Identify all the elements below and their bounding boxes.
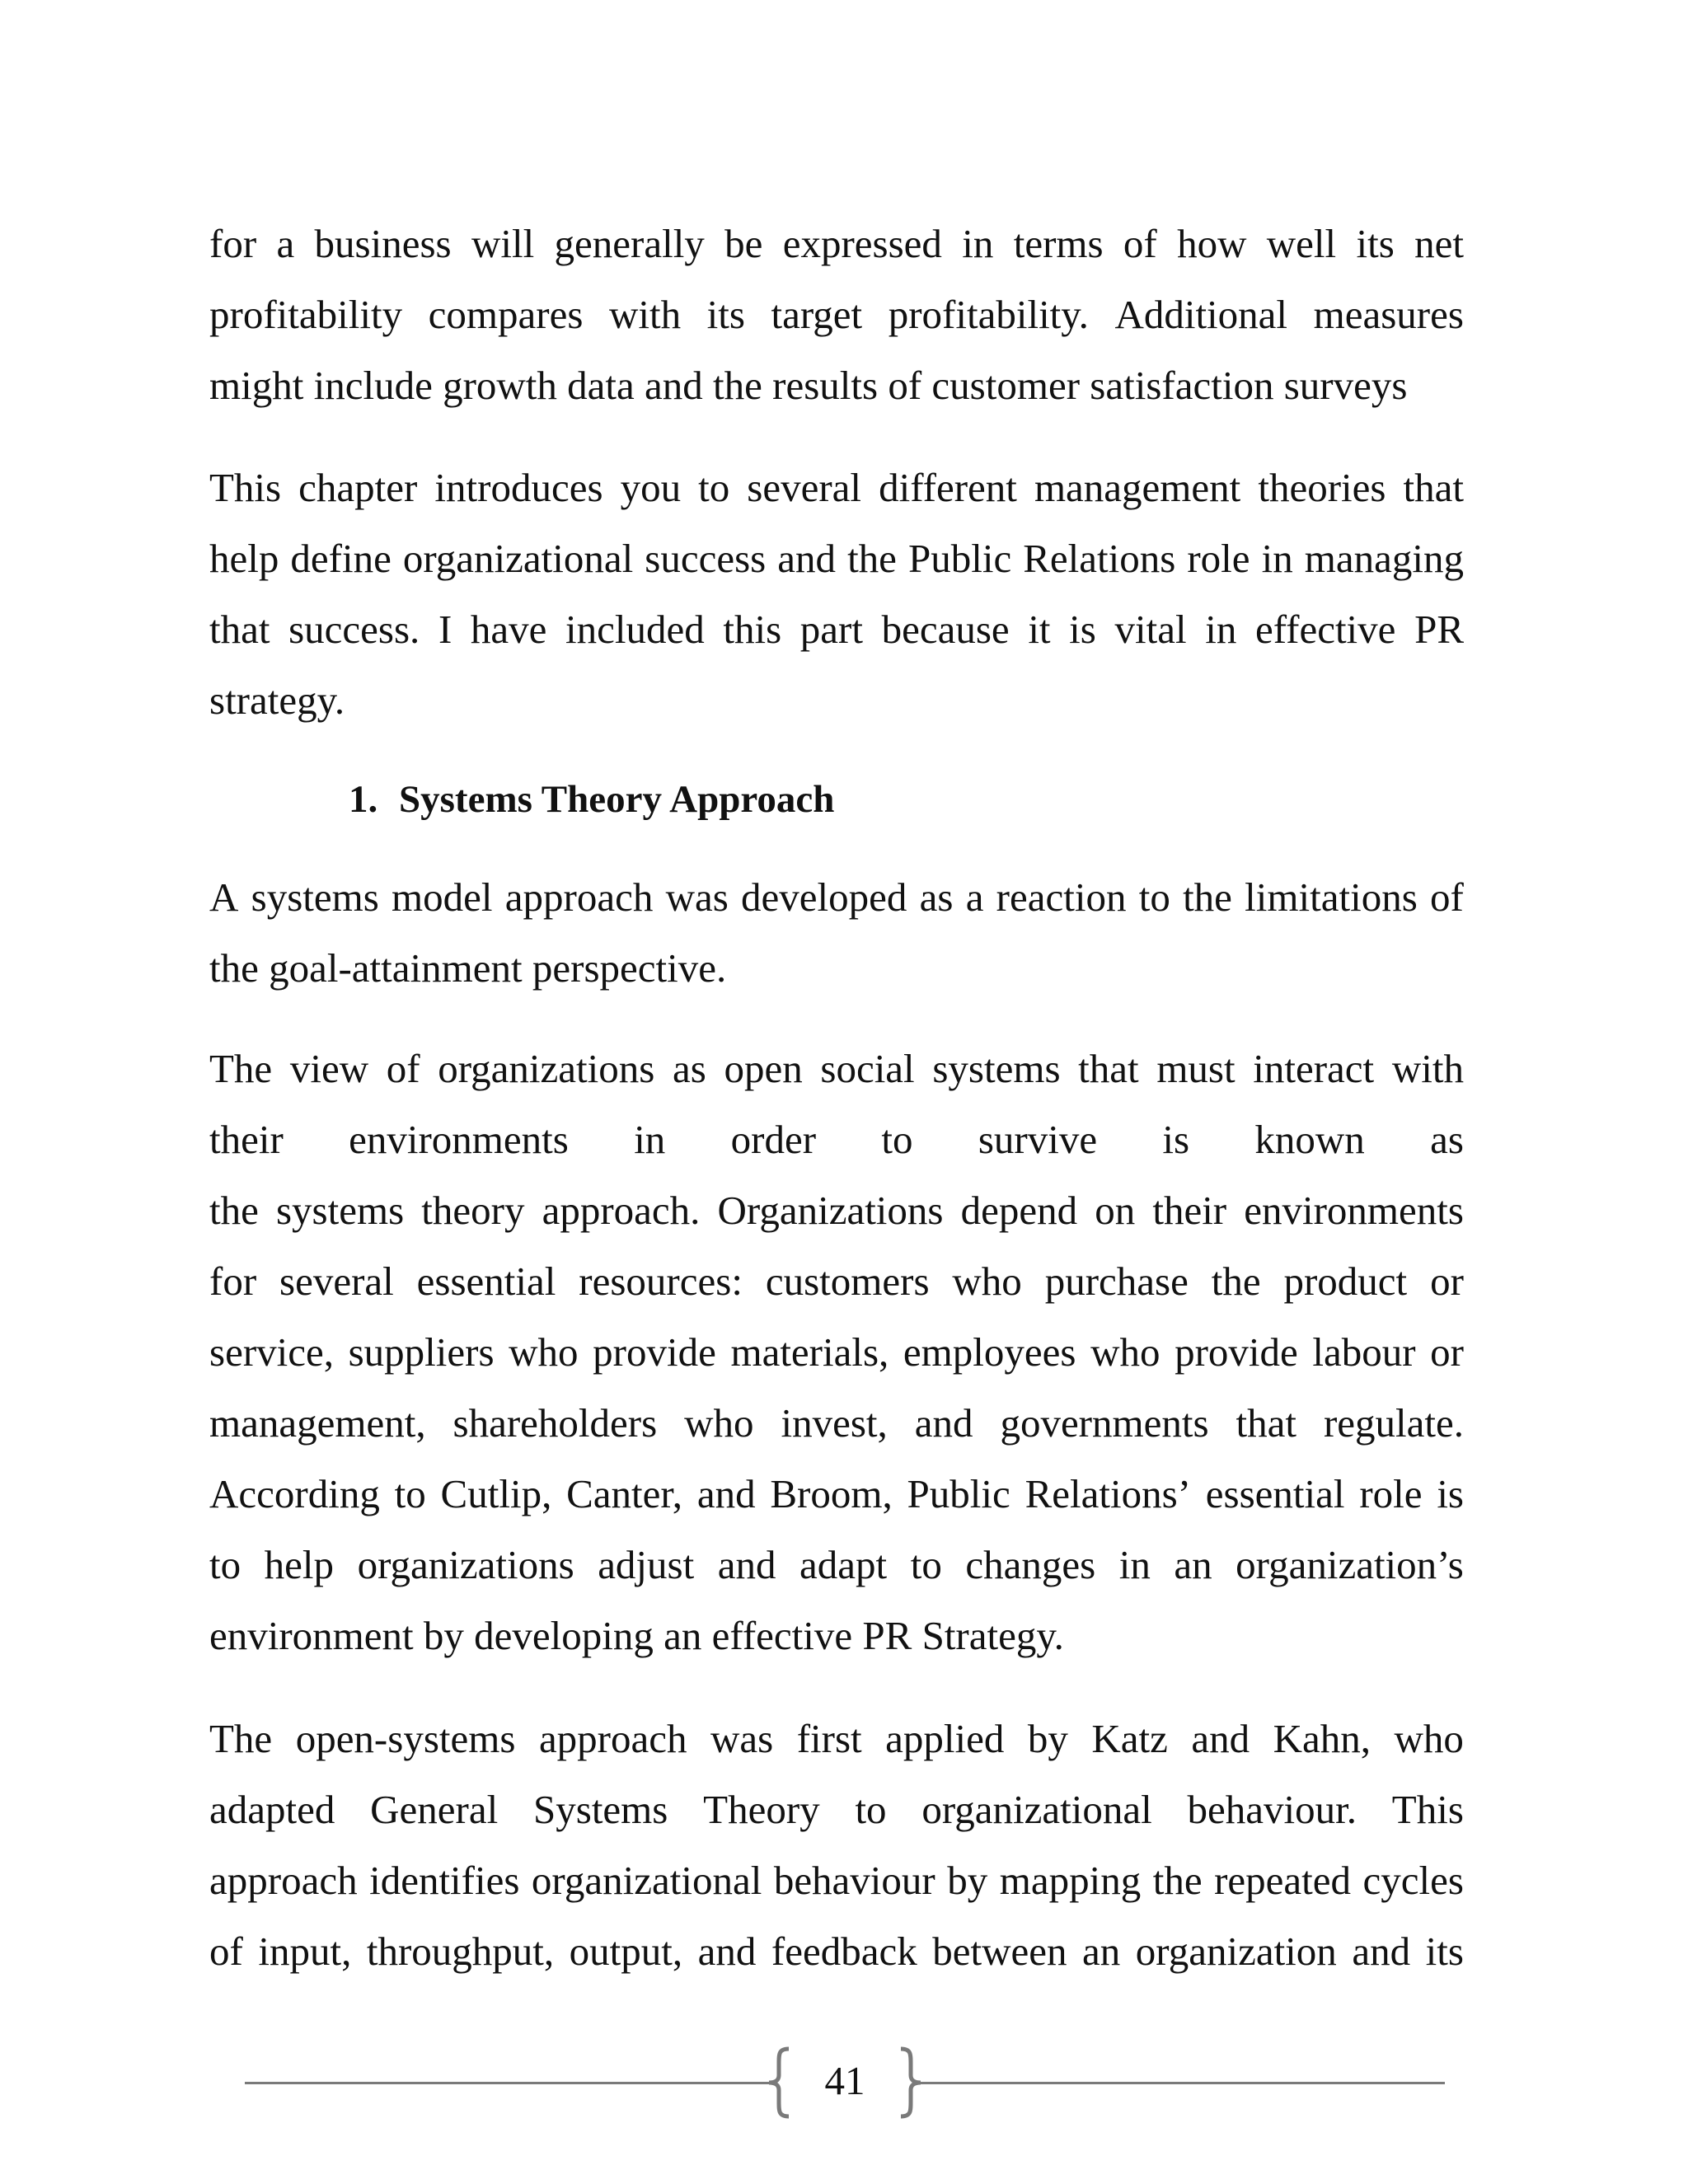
word: The (209, 1046, 273, 1091)
word: that (209, 607, 270, 652)
word: as (672, 1046, 706, 1091)
word: its (1356, 221, 1395, 266)
word: will (471, 221, 535, 266)
text-line (209, 933, 1464, 1004)
page-footer (245, 2046, 1445, 2120)
word: to (1138, 874, 1170, 920)
word: organizations (438, 1046, 655, 1091)
word: social (820, 1046, 915, 1091)
word: effective (711, 1613, 853, 1658)
word: several (279, 1258, 394, 1304)
word: measures (1313, 292, 1464, 337)
word: surveys (1283, 363, 1408, 408)
word: for (209, 221, 257, 266)
text-line (209, 862, 1464, 933)
word: management (1034, 465, 1241, 510)
word: adapt (799, 1542, 888, 1587)
word: systems (275, 1188, 405, 1233)
word: and (914, 1400, 973, 1446)
word: open-systems (295, 1716, 516, 1761)
word: reaction (996, 874, 1127, 920)
text-line (209, 1704, 1464, 1774)
word: organizational (921, 1787, 1152, 1832)
word: customer (931, 363, 1081, 408)
word: order (730, 1117, 817, 1162)
word: in (1261, 536, 1293, 581)
word: success (645, 536, 767, 581)
word: I (438, 607, 452, 652)
word: view (289, 1046, 369, 1091)
word: Organizations (717, 1188, 944, 1233)
paragraph-3 (209, 862, 1464, 1004)
text-line (209, 1317, 1464, 1388)
word: Strategy. (921, 1613, 1064, 1658)
word: is (1437, 1471, 1464, 1516)
word: effective (1254, 607, 1396, 652)
word: cycles (1362, 1858, 1464, 1903)
word: PR (1414, 607, 1464, 652)
word: of (386, 1046, 420, 1091)
word: interact (1253, 1046, 1375, 1091)
word: help (264, 1542, 335, 1587)
word: employees (903, 1329, 1076, 1375)
word: must (1156, 1046, 1236, 1091)
word: materials, (730, 1329, 889, 1375)
word: between (932, 1929, 1067, 1974)
word: might (209, 363, 304, 408)
word: it (1028, 607, 1051, 652)
word: invest, (781, 1400, 888, 1446)
word: to (855, 1787, 887, 1832)
word: role (1187, 536, 1250, 581)
word: profitability. (888, 292, 1089, 337)
word: Relations (1023, 536, 1176, 581)
word: to (209, 1542, 241, 1587)
word: different (879, 465, 1017, 510)
word: This (1391, 1787, 1464, 1832)
word: included (565, 607, 705, 652)
word: survive (978, 1117, 1098, 1162)
word: developing (474, 1613, 654, 1658)
word: changes (965, 1542, 1096, 1587)
word: environment (209, 1613, 414, 1658)
word: first (796, 1716, 862, 1761)
text-line (209, 1388, 1464, 1459)
word: resources: (579, 1258, 743, 1304)
word: open (724, 1046, 803, 1091)
word: Canter, (566, 1471, 683, 1516)
word: their (209, 1117, 284, 1162)
word: to (394, 1471, 426, 1516)
word: help (209, 536, 279, 581)
word: the (209, 945, 259, 991)
word: organizational (402, 536, 634, 581)
word: is (1162, 1117, 1190, 1162)
word: in (1118, 1542, 1151, 1587)
word: was (710, 1716, 774, 1761)
word: success. (288, 607, 420, 652)
word: an (1174, 1542, 1212, 1587)
word: who (952, 1258, 1022, 1304)
paragraph-4 (209, 1033, 1464, 1671)
word: role (1359, 1471, 1423, 1516)
word: the (1152, 1858, 1203, 1903)
word: input, (258, 1929, 352, 1974)
word: perspective. (532, 945, 727, 991)
word: and (1352, 1929, 1411, 1974)
word: growth (443, 363, 557, 408)
word: that (1403, 465, 1464, 510)
text-line (209, 1175, 1464, 1246)
word: Broom, (770, 1471, 893, 1516)
word: and (777, 536, 837, 581)
word: depend (960, 1188, 1078, 1233)
word: you (620, 465, 682, 510)
word: its (1425, 1929, 1464, 1974)
word: Cutlip, (440, 1471, 552, 1516)
word: part (799, 607, 863, 652)
word: who (1394, 1716, 1464, 1761)
word: expressed (782, 221, 942, 266)
word: of (1123, 221, 1157, 266)
section-number: 1. (349, 778, 378, 821)
text-line (209, 594, 1464, 665)
word: this (723, 607, 782, 652)
paragraph-5 (209, 1704, 1464, 1987)
word: adjust (598, 1542, 695, 1587)
text-line (209, 1530, 1464, 1601)
text-line (209, 1459, 1464, 1530)
footer-rule-left (245, 2082, 769, 2084)
word: who (509, 1329, 579, 1375)
word: throughput, (366, 1929, 555, 1974)
word: essential (416, 1258, 556, 1304)
word: on (1095, 1188, 1136, 1233)
word: define (290, 536, 392, 581)
word: profitability (209, 292, 403, 337)
word: Katz (1091, 1716, 1168, 1761)
word: by (1027, 1716, 1068, 1761)
word: have (470, 607, 547, 652)
word: output, (569, 1929, 683, 1974)
word: to (698, 465, 730, 510)
word: Relations’ (1025, 1471, 1191, 1516)
word: approach. (542, 1188, 701, 1233)
word: vital (1114, 607, 1187, 652)
word: and (645, 363, 703, 408)
word: target (771, 292, 863, 337)
word: theories (1258, 465, 1386, 510)
word: data (567, 363, 635, 408)
word: terms (1013, 221, 1104, 266)
paragraph-2 (209, 452, 1464, 736)
word: provide (593, 1329, 716, 1375)
text-line (209, 1845, 1464, 1916)
word: to (881, 1117, 913, 1162)
text-line (209, 523, 1464, 594)
word: shareholders (452, 1400, 658, 1446)
word: results (772, 363, 879, 408)
word: the (1183, 874, 1232, 920)
text-line (209, 1246, 1464, 1317)
word: General (370, 1787, 499, 1832)
text-line (209, 279, 1464, 350)
text-line (209, 452, 1464, 523)
word: limitations (1245, 874, 1418, 920)
word: or (1430, 1329, 1464, 1375)
word: model (392, 874, 493, 920)
left-brace-icon (762, 2046, 795, 2120)
word: as (919, 874, 954, 920)
word: suppliers (348, 1329, 495, 1375)
word: their (1152, 1188, 1227, 1233)
word: organization’s (1236, 1542, 1464, 1587)
word: theory (421, 1188, 525, 1233)
word: regulate. (1323, 1400, 1464, 1446)
word: organizational (531, 1858, 762, 1903)
word: in (962, 221, 994, 266)
word: a (965, 874, 984, 920)
word: organizations (357, 1542, 574, 1587)
word: A (209, 874, 239, 920)
word: product (1283, 1258, 1408, 1304)
word: who (684, 1400, 754, 1446)
word: According (209, 1471, 380, 1516)
paragraph-1 (209, 209, 1464, 421)
word: by (947, 1858, 988, 1903)
word: for (209, 1258, 257, 1304)
word: approach (209, 1858, 358, 1903)
word: that (1078, 1046, 1139, 1091)
word: was (665, 874, 729, 920)
word: its (706, 292, 745, 337)
word: Theory (703, 1787, 820, 1832)
word: of (209, 1929, 243, 1974)
word: systems (932, 1046, 1061, 1091)
word: managing (1304, 536, 1464, 581)
word: management, (209, 1400, 426, 1446)
text-line (209, 1104, 1464, 1175)
word: Public (907, 1471, 1010, 1516)
word: a (276, 221, 295, 266)
word: include (313, 363, 433, 408)
word: to (910, 1542, 942, 1587)
text-line (209, 1916, 1464, 1987)
word: goal-attainment (269, 945, 523, 991)
word: in (634, 1117, 666, 1162)
word: because (881, 607, 1010, 652)
word: and (697, 1929, 757, 1974)
word: developed (741, 874, 907, 920)
word: approach (538, 1716, 687, 1761)
word: purchase (1044, 1258, 1189, 1304)
word: known (1254, 1117, 1365, 1162)
word: or (1430, 1258, 1464, 1304)
word: strategy. (209, 677, 345, 723)
page-number: 41 (824, 2058, 865, 2103)
word: with (1391, 1046, 1464, 1091)
word: introduces (434, 465, 603, 510)
word: governments (1000, 1400, 1209, 1446)
word: Systems (533, 1787, 668, 1832)
word: as (1430, 1117, 1464, 1162)
word: be (724, 221, 763, 266)
word: and (696, 1471, 756, 1516)
text-line (209, 209, 1464, 279)
word: behaviour. (1187, 1787, 1357, 1832)
word: the (209, 1188, 259, 1233)
word: compares (428, 292, 584, 337)
text-line (209, 665, 1464, 736)
word: with (608, 292, 682, 337)
word: the (713, 363, 762, 408)
word: chapter (298, 465, 418, 510)
word: generally (554, 221, 705, 266)
word: adapted (209, 1787, 335, 1832)
word: Kahn, (1273, 1716, 1372, 1761)
word: customers (765, 1258, 930, 1304)
word: behaviour (773, 1858, 935, 1903)
word: service, (209, 1329, 334, 1375)
word: labour (1312, 1329, 1416, 1375)
text-line (209, 1033, 1464, 1104)
word: business (314, 221, 452, 266)
word: feedback (771, 1929, 917, 1974)
section-title: Systems Theory Approach (399, 778, 835, 821)
word: well (1266, 221, 1337, 266)
word: in (1205, 607, 1237, 652)
word: applied (885, 1716, 1005, 1761)
text-line (209, 350, 1464, 421)
word: and (717, 1542, 776, 1587)
word: identifies (369, 1858, 520, 1903)
word: satisfaction (1090, 363, 1274, 408)
word: environments (1244, 1188, 1464, 1233)
word: several (747, 465, 862, 510)
word: provide (1175, 1329, 1298, 1375)
word: of (1430, 874, 1464, 920)
word: an (663, 1613, 702, 1658)
word: who (1090, 1329, 1160, 1375)
word: essential (1205, 1471, 1345, 1516)
word: Additional (1114, 292, 1288, 337)
word: approach (504, 874, 654, 920)
word: systems (251, 874, 379, 920)
section-heading (349, 775, 834, 824)
word: The (209, 1716, 273, 1761)
word: repeated (1214, 1858, 1352, 1903)
word: This (209, 465, 282, 510)
word: the (847, 536, 897, 581)
word: PR (862, 1613, 912, 1658)
word: environments (349, 1117, 569, 1162)
word: an (1082, 1929, 1121, 1974)
word: and (1191, 1716, 1250, 1761)
word: of (888, 363, 922, 408)
word: Public (907, 536, 1012, 581)
word: net (1414, 221, 1464, 266)
word: that (1236, 1400, 1296, 1446)
word: organization (1135, 1929, 1337, 1974)
text-line (209, 1774, 1464, 1845)
word: mapping (999, 1858, 1142, 1903)
word: by (423, 1613, 464, 1658)
word: is (1069, 607, 1096, 652)
word: the (1211, 1258, 1261, 1304)
word: how (1177, 221, 1247, 266)
text-line (209, 1601, 1464, 1671)
footer-rule-right (921, 2082, 1445, 2084)
